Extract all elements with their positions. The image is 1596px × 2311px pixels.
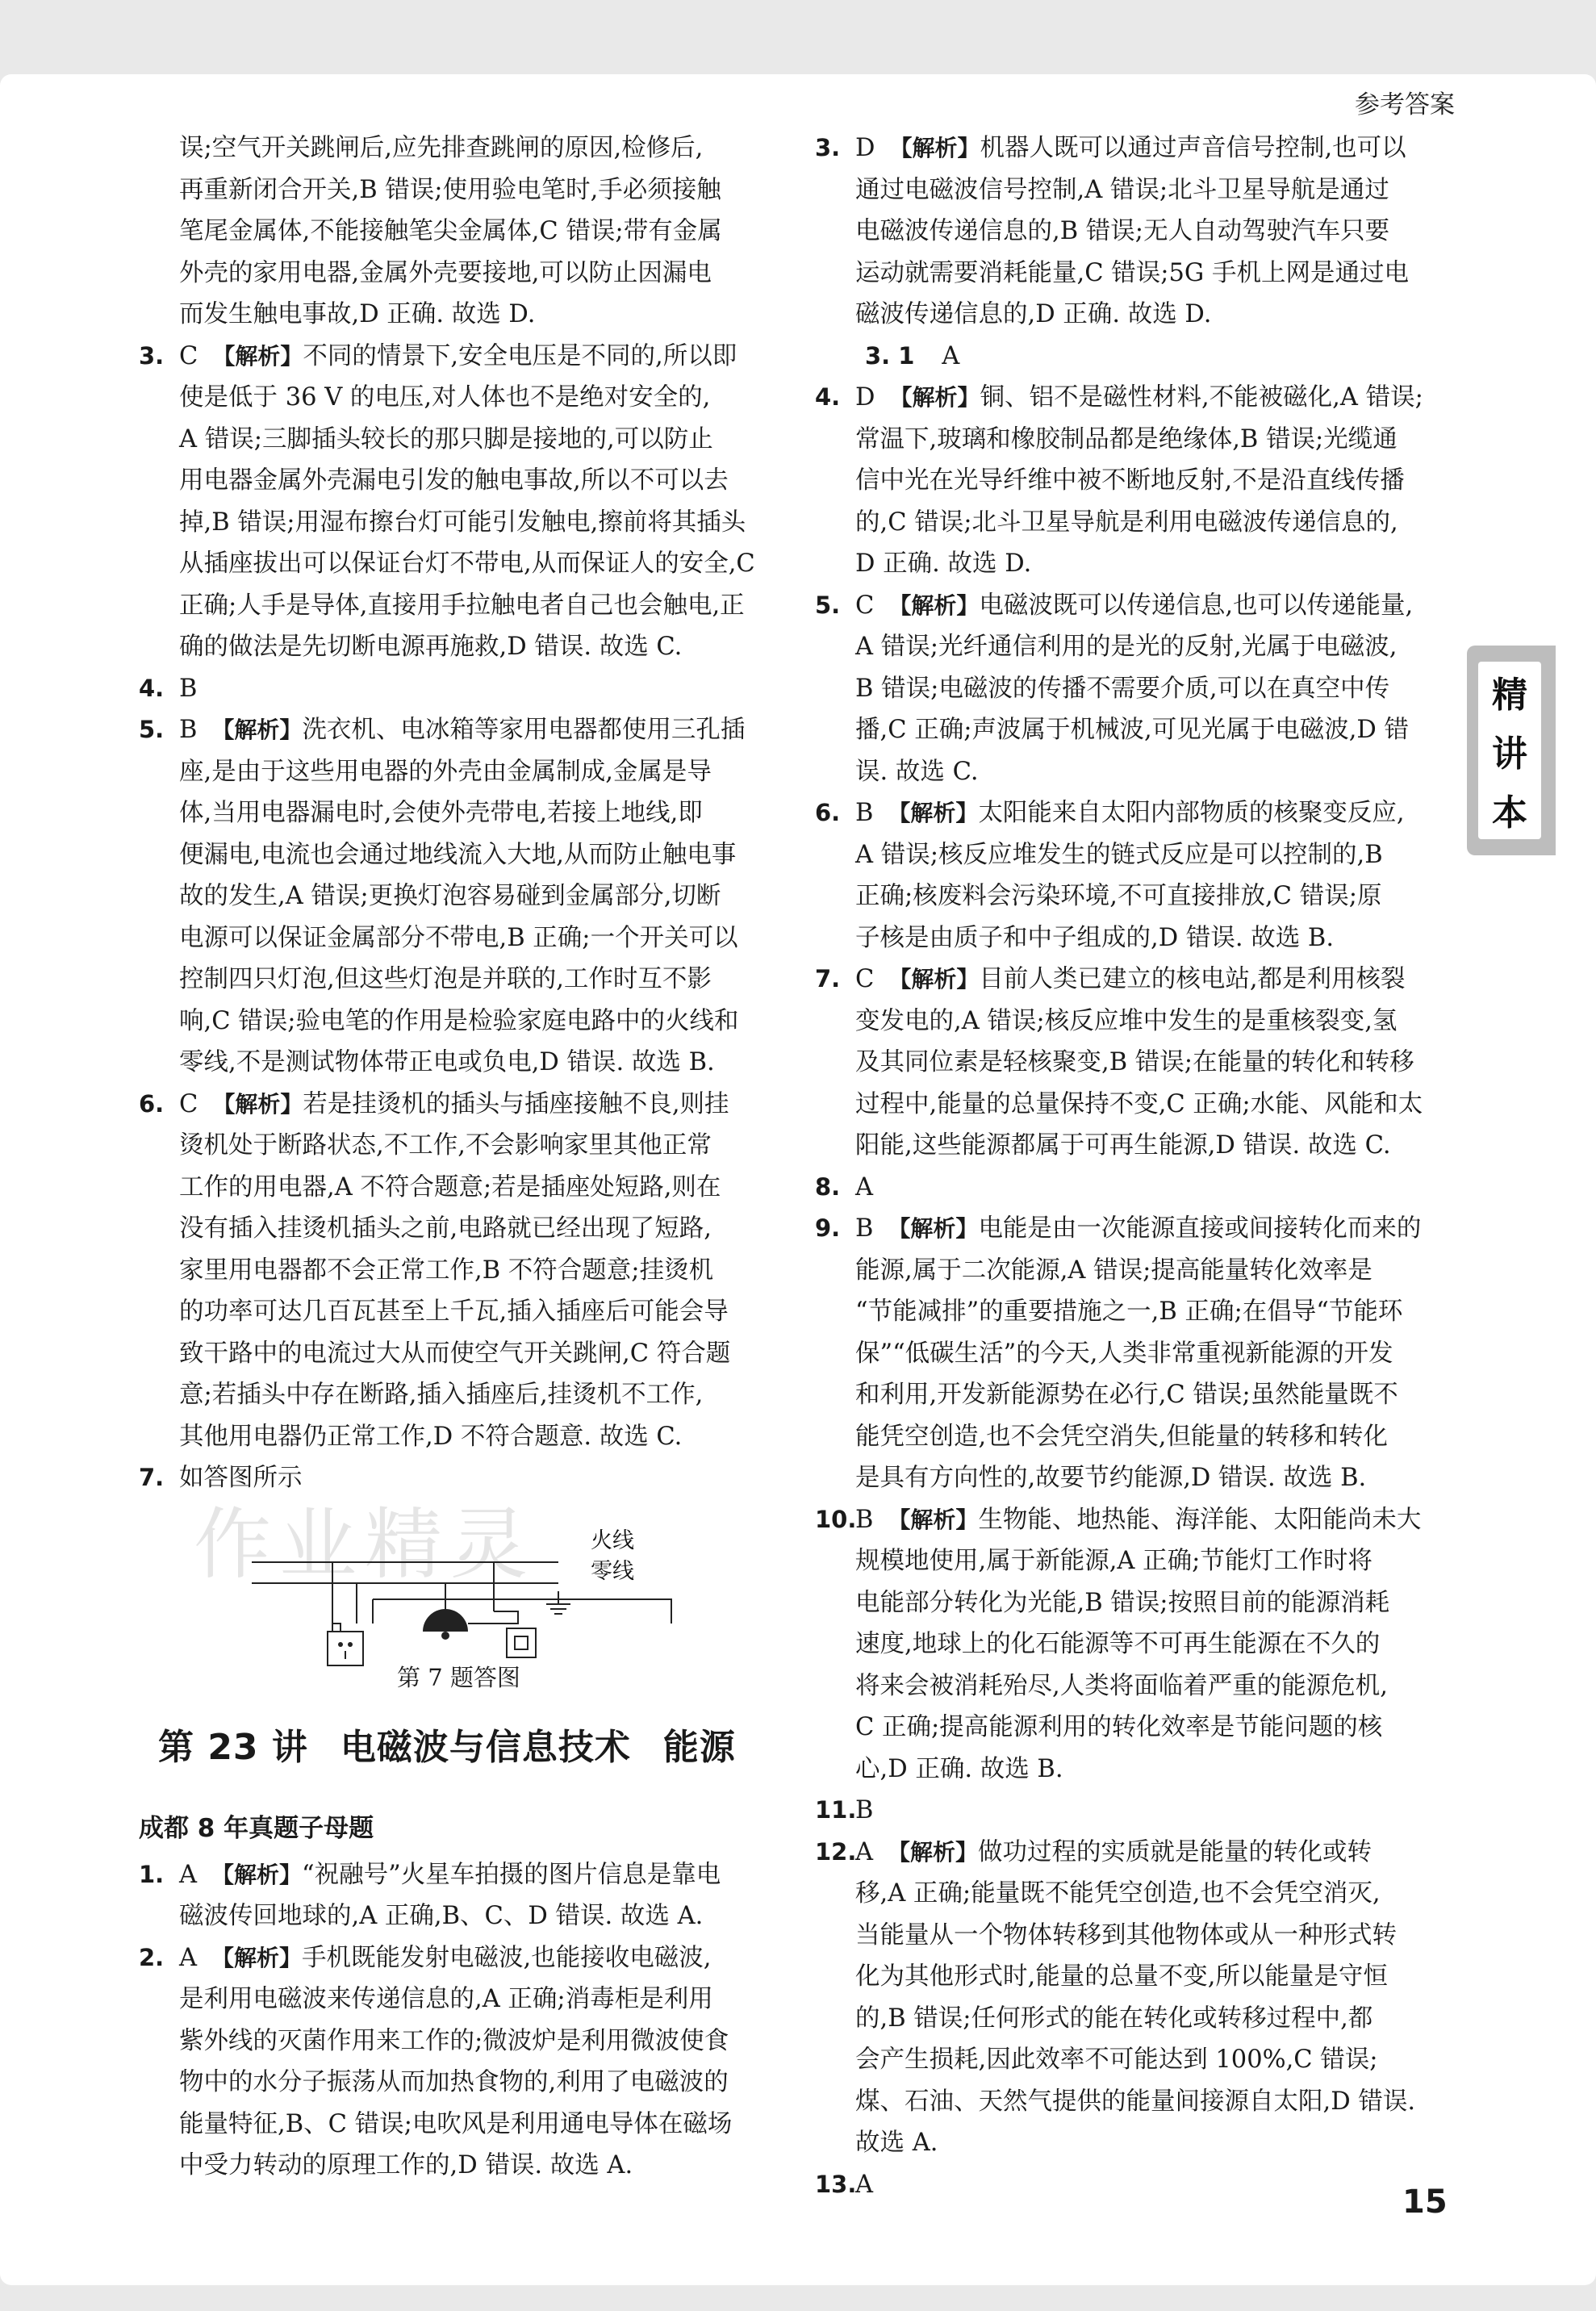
text-line: 播,C 正确;声波属于机械波,可见光属于电磁波,D 错 xyxy=(855,716,1410,744)
text-line: 电源可以保证金属部分不带电,B 正确;一个开关可以 xyxy=(179,923,738,952)
text-line: 控制四只灯泡,但这些灯泡是并联的,工作时互不影 xyxy=(179,965,712,993)
text-line: 误. 故选 C. xyxy=(855,757,979,786)
lecture-topic: 电磁波与信息技术 xyxy=(340,1726,631,1768)
text-line: 磁波传回地球的,A 正确,B、C、D 错误. 故选 A. xyxy=(179,1902,704,1930)
analysis-tag: 【解析】 xyxy=(211,717,303,743)
text-line xyxy=(855,585,1460,627)
text-line xyxy=(855,1832,1460,1874)
answer-item xyxy=(815,1499,1460,1791)
item-number: 2. xyxy=(139,1943,165,1971)
analysis-tag: 【解析】 xyxy=(211,1861,303,1888)
answer-list xyxy=(815,127,1460,336)
text-line: 使是低于 36 V 的电压,对人体也不是绝对安全的, xyxy=(179,383,711,412)
item-number: 13. xyxy=(815,2170,857,2198)
text-line: 信中光在光导纤维中被不断地反射,不是沿直线传播 xyxy=(855,466,1405,495)
text-segment: “祝融号”火星车拍摄的图片信息是靠电 xyxy=(302,1860,721,1889)
text-line: 电能部分转化为光能,B 错误;按照目前的能源消耗 xyxy=(855,1588,1390,1617)
item-number: 1. xyxy=(139,1860,165,1888)
lecture-number: 第 23 讲 xyxy=(158,1726,308,1768)
text-line: 保”“低碳生活”的今天,人类非常重视新能源的开发 xyxy=(855,1339,1393,1368)
analysis-tag: 【解析】 xyxy=(212,1090,303,1118)
text-line: 及其同位素是轻核聚变,B 错误;在能量的转化和转移 xyxy=(855,1048,1414,1076)
text-line: 能量特征,B、C 错误;电吹风是利用通电导体在磁场 xyxy=(179,2109,733,2138)
item-answer: B xyxy=(855,799,874,827)
text-line: 零线,不是测试物体带正电或负电,D 错误. 故选 B. xyxy=(179,1048,715,1076)
answer-item xyxy=(815,1832,1460,2164)
text-line: 外壳的家用电器,金属外壳要接地,可以防止因漏电 xyxy=(179,258,712,287)
text-line xyxy=(179,709,781,751)
analysis-tag: 【解析】 xyxy=(888,966,980,993)
text-line: 能源,属于二次能源,A 错误;提高能量转化效率是 xyxy=(855,1256,1372,1285)
text-line: 常温下,玻璃和橡胶制品都是绝缘体,B 错误;光缆通 xyxy=(855,424,1398,453)
page-number: 15 xyxy=(1402,2184,1448,2221)
text-line xyxy=(855,127,1460,169)
item-number: 4. xyxy=(139,674,165,702)
answer-item xyxy=(139,336,781,668)
lecture-topic-2: 能源 xyxy=(662,1726,736,1768)
text-line: 煤、石油、天然气提供的能量间接源自太阳,D 错误. xyxy=(855,2087,1416,2116)
text-line: 其他用电器仍正常工作,D 不符合题意. 故选 C. xyxy=(179,1422,683,1451)
analysis-tag: 【解析】 xyxy=(888,800,979,826)
circuit-diagram xyxy=(139,1502,781,1680)
text-line: 座,是由于这些用电器的外壳由金属制成,金属是导 xyxy=(179,757,712,786)
answer-item xyxy=(815,1790,1460,1832)
text-line: A 错误;三脚插头较长的那只脚是接地的,可以防止 xyxy=(179,424,713,453)
answer-list xyxy=(815,377,1460,2205)
text-line: 家里用电器都不会正常工作,B 不符合题意;挂烫机 xyxy=(179,1256,714,1285)
text-line: 便漏电,电流也会通过地线流入大地,从而防止触电事 xyxy=(179,840,737,869)
lamp-icon xyxy=(423,1609,468,1632)
analysis-tag: 【解析】 xyxy=(888,1215,979,1242)
item-answer: B xyxy=(855,1505,874,1534)
text-line: 化为其他形式时,能量的总量不变,所以能量是守恒 xyxy=(855,1962,1388,1991)
item-number: 3. 1 xyxy=(865,341,915,370)
text-line: 没有插入挂烫机插头之前,电路就已经出现了短路, xyxy=(179,1214,712,1243)
text-line: 将来会被消耗殆尽,人类将面临着严重的能源危机, xyxy=(855,1671,1388,1700)
text-line: 从插座拔出可以保证台灯不带电,从而保证人的安全,C xyxy=(179,550,755,578)
item-number: 12. xyxy=(815,1837,857,1866)
item-answer: A xyxy=(855,1837,874,1866)
answer-item xyxy=(815,1167,1460,1209)
text-segment: 手机既能发射电磁波,也能接收电磁波, xyxy=(302,1943,712,1972)
item-answer: A xyxy=(855,2170,874,2199)
text-line: 电磁波传递信息的,B 错误;无人自动驾驶汽车只要 xyxy=(855,217,1390,245)
text-line: 的功率可达几百瓦甚至上千瓦,插入插座后可能会导 xyxy=(179,1298,729,1326)
text-line: 子核是由质子和中子组成的,D 错误. 故选 B. xyxy=(855,923,1335,952)
text-line: 物中的水分子振荡从而加热食物的,利用了电磁波的 xyxy=(179,2068,729,2096)
text-line: 笔尾金属体,不能接触笔尖金属体,C 错误;带有金属 xyxy=(179,217,722,245)
text-line: 是利用电磁波来传递信息的,A 正确;消毒柜是利用 xyxy=(179,1985,713,2013)
right-column xyxy=(815,127,1460,2205)
text-line: 当能量从一个物体转移到其他物体或从一种形式转 xyxy=(855,1920,1397,1950)
answer-list xyxy=(139,336,781,1458)
text-line: 正确;人手是导体,直接用手拉触电者自己也会触电,正 xyxy=(179,591,745,620)
text-line: 致干路中的电流过大从而使空气开关跳闸,C 符合题 xyxy=(179,1339,731,1368)
text-line: 紫外线的灭菌作用来工作的;微波炉是利用微波使食 xyxy=(179,2026,729,2055)
figure-caption: 第 7 题答图 xyxy=(397,1663,520,1691)
section-title xyxy=(158,1724,781,1772)
text-line: 响,C 错误;验电笔的作用是检验家庭电路中的火线和 xyxy=(179,1006,739,1035)
item-number: 8. xyxy=(815,1172,841,1201)
text-line: 磁波传递信息的,D 正确. 故选 D. xyxy=(855,300,1212,328)
text-line: 工作的用电器,A 不符合题意;若是插座处短路,则在 xyxy=(179,1172,721,1201)
text-segment: 太阳能来自太阳内部物质的核聚变反应, xyxy=(978,799,1405,827)
text-line: D 正确. 故选 D. xyxy=(855,550,1032,578)
answer-item xyxy=(815,585,1460,793)
text-line: 和利用,开发新能源势在必行,C 错误;虽然能量既不 xyxy=(855,1381,1398,1409)
item-answer: B xyxy=(855,1214,874,1243)
text-line: 阳能,这些能源都属于可再生能源,D 错误. 故选 C. xyxy=(855,1131,1391,1160)
text-line: 心,D 正确. 故选 B. xyxy=(855,1754,1063,1783)
text-segment: 机器人既可以通过声音信号控制,也可以 xyxy=(980,134,1406,162)
watermark: 作业精灵 xyxy=(194,1502,536,1590)
text-line: 的,B 错误;任何形式的能在转化或转移过程中,都 xyxy=(855,2004,1373,2033)
text-segment: 做功过程的实质就是能量的转化或转 xyxy=(978,1837,1372,1866)
item-number: 3. xyxy=(139,341,165,370)
page-header: 参考答案 xyxy=(1355,90,1455,119)
live-wire-label: 火线 xyxy=(591,1527,634,1553)
text-line: C 正确;提高能源利用的转化效率是节能问题的核 xyxy=(855,1713,1383,1741)
analysis-tag: 【解析】 xyxy=(889,384,980,411)
text-line: 会产生损耗,因此效率不可能达到 100%,C 错误; xyxy=(855,2046,1378,2074)
text-line: 变发电的,A 错误;核反应堆中发生的是重核裂变,氢 xyxy=(855,1006,1398,1035)
answer-item xyxy=(815,792,1460,959)
circuit-figure xyxy=(139,1502,781,1691)
text-line: A 错误;核反应堆发生的链式反应是可以控制的,B xyxy=(855,840,1383,869)
item-answer: B xyxy=(179,716,198,744)
text-line xyxy=(855,377,1460,419)
item-text: 如答图所示 xyxy=(179,1464,303,1492)
side-tab-char: 精 xyxy=(1492,674,1527,716)
item-number: 6. xyxy=(815,799,841,826)
item-number: 5. xyxy=(139,716,165,743)
text-segment: 生物能、地热能、海洋能、太阳能尚未大 xyxy=(978,1505,1422,1534)
text-line xyxy=(855,792,1460,834)
text-segment: 洗衣机、电冰箱等家用电器都使用三孔插 xyxy=(302,716,746,744)
answer-item xyxy=(139,1457,781,1499)
item-answer: D xyxy=(855,383,875,412)
item-number: 7. xyxy=(815,965,841,993)
text-line xyxy=(179,1854,781,1896)
text-line xyxy=(179,1937,781,1979)
neutral-wire-label: 零线 xyxy=(591,1558,634,1584)
answer-item xyxy=(139,1854,781,1937)
text-line: 烫机处于断路状态,不工作,不会影响家里其他正常 xyxy=(179,1131,712,1160)
answer-item xyxy=(815,959,1460,1167)
text-line xyxy=(855,1499,1460,1541)
item-number: 4. xyxy=(815,383,841,411)
analysis-tag: 【解析】 xyxy=(211,1944,303,1971)
text-line: 确的做法是先切断电源再施救,D 错误. 故选 C. xyxy=(179,633,683,661)
text-line: 中受力转动的原理工作的,D 错误. 故选 A. xyxy=(179,2151,633,2179)
text-line: 是具有方向性的,故要节约能源,D 错误. 故选 B. xyxy=(855,1464,1367,1492)
text-segment: 铜、铝不是磁性材料,不能被磁化,A 错误; xyxy=(980,383,1423,412)
analysis-tag: 【解析】 xyxy=(212,342,303,370)
text-line xyxy=(855,1790,1460,1832)
analysis-tag: 【解析】 xyxy=(889,135,980,161)
text-segment: 若是挂烫机的插头与插座接触不良,则挂 xyxy=(303,1089,729,1118)
item-number: 6. xyxy=(139,1089,165,1118)
item-number: 5. xyxy=(815,591,841,619)
item-answer: A xyxy=(179,1943,198,1972)
text-line: 故选 A. xyxy=(855,2129,938,2157)
text-line: 能凭空创造,也不会凭空消失,但能量的转移和转化 xyxy=(855,1422,1388,1451)
text-line: 过程中,能量的总量保持不变,C 正确;水能、风能和太 xyxy=(855,1089,1423,1118)
sub-answer-item xyxy=(815,336,1460,378)
text-line: 误;空气开关跳闸后,应先排查跳闸的原因,检修后, xyxy=(179,134,704,162)
text-line: 规模地使用,属于新能源,A 正确;节能灯工作时将 xyxy=(855,1547,1372,1575)
answer-item xyxy=(139,1084,781,1458)
analysis-tag: 【解析】 xyxy=(888,591,980,619)
text-segment: 电能是由一次能源直接或间接转化而来的 xyxy=(978,1214,1422,1243)
item-answer: A xyxy=(942,341,960,370)
item-answer: C xyxy=(179,1089,198,1118)
text-line xyxy=(855,1167,1460,1209)
item-answer: C xyxy=(179,341,198,370)
item-answer: A xyxy=(179,1860,198,1889)
side-tab-char: 本 xyxy=(1492,792,1527,834)
analysis-tag: 【解析】 xyxy=(888,1838,979,1866)
item-answer: C xyxy=(855,965,875,993)
answer-item xyxy=(139,668,781,710)
text-line: 通过电磁波信号控制,A 错误;北斗卫星导航是通过 xyxy=(855,175,1389,204)
answer-item xyxy=(815,2164,1460,2206)
text-line xyxy=(179,1084,781,1126)
text-line: 掉,B 错误;用湿布擦台灯可能引发触电,擦前将其插头 xyxy=(179,508,746,537)
answer-item xyxy=(815,377,1460,585)
socket-icon xyxy=(328,1632,363,1665)
text-line: 而发生触电事故,D 正确. 故选 D. xyxy=(179,300,536,328)
text-segment: 电磁波既可以传递信息,也可以传递能量, xyxy=(979,591,1414,620)
text-line xyxy=(179,336,781,378)
text-line: 用电器金属外壳漏电引发的触电事故,所以不可以去 xyxy=(179,466,729,495)
text-line: 故的发生,A 错误;更换灯泡容易碰到金属部分,切断 xyxy=(179,882,721,910)
subsection-title: 成都 8 年真题子母题 xyxy=(139,1813,374,1843)
text-line xyxy=(855,959,1460,1001)
text-line: 的,C 错误;北斗卫星导航是利用电磁波传递信息的, xyxy=(855,508,1398,537)
answer-item xyxy=(815,1208,1460,1499)
text-line: 再重新闭合开关,B 错误;使用验电笔时,手必须接触 xyxy=(179,175,721,204)
text-line: 运动就需要消耗能量,C 错误;5G 手机上网是通过电 xyxy=(855,258,1409,287)
text-line xyxy=(179,668,781,710)
answer-item xyxy=(139,709,781,1084)
text-line: A 错误;光纤通信利用的是光的反射,光属于电磁波, xyxy=(855,633,1398,661)
text-line: 移,A 正确;能量既不能凭空创造,也不会凭空消灭, xyxy=(855,1879,1381,1908)
analysis-tag: 【解析】 xyxy=(888,1506,979,1533)
text-line: 速度,地球上的化石能源等不可再生能源在不久的 xyxy=(855,1630,1381,1658)
answer-item xyxy=(139,1937,781,2187)
left-column xyxy=(139,127,781,2187)
answer-item xyxy=(815,127,1460,336)
side-tab xyxy=(1467,646,1556,855)
side-tab-char: 讲 xyxy=(1492,733,1527,775)
item-answer: D xyxy=(855,134,875,162)
item-answer: B xyxy=(855,1796,874,1824)
item-number: 3. xyxy=(815,134,841,161)
item-answer: C xyxy=(855,591,875,620)
text-line: 体,当用电器漏电时,会使外壳带电,若接上地线,即 xyxy=(179,799,703,827)
item-number: 7. xyxy=(139,1464,165,1491)
item-number: 9. xyxy=(815,1214,841,1242)
continued-answer xyxy=(139,127,781,336)
text-line: 意;若插头中存在断路,插入插座后,挂烫机不工作, xyxy=(179,1381,704,1409)
answer-list xyxy=(139,1854,781,2187)
text-segment: 目前人类已建立的核电站,都是利用核裂 xyxy=(979,965,1406,993)
item-number: 10. xyxy=(815,1505,857,1533)
item-number: 11. xyxy=(815,1796,857,1824)
text-line xyxy=(855,2164,1460,2206)
text-line xyxy=(855,1208,1460,1250)
item-answer: B xyxy=(179,674,198,703)
text-line: “节能减排”的重要措施之一,B 正确;在倡导“节能环 xyxy=(855,1298,1403,1326)
text-line: B 错误;电磁波的传播不需要介质,可以在真空中传 xyxy=(855,674,1390,703)
text-line: 正确;核废料会污染环境,不可直接排放,C 错误;原 xyxy=(855,882,1382,910)
item-answer: A xyxy=(855,1172,874,1201)
text-segment: 不同的情景下,安全电压是不同的,所以即 xyxy=(303,341,737,370)
